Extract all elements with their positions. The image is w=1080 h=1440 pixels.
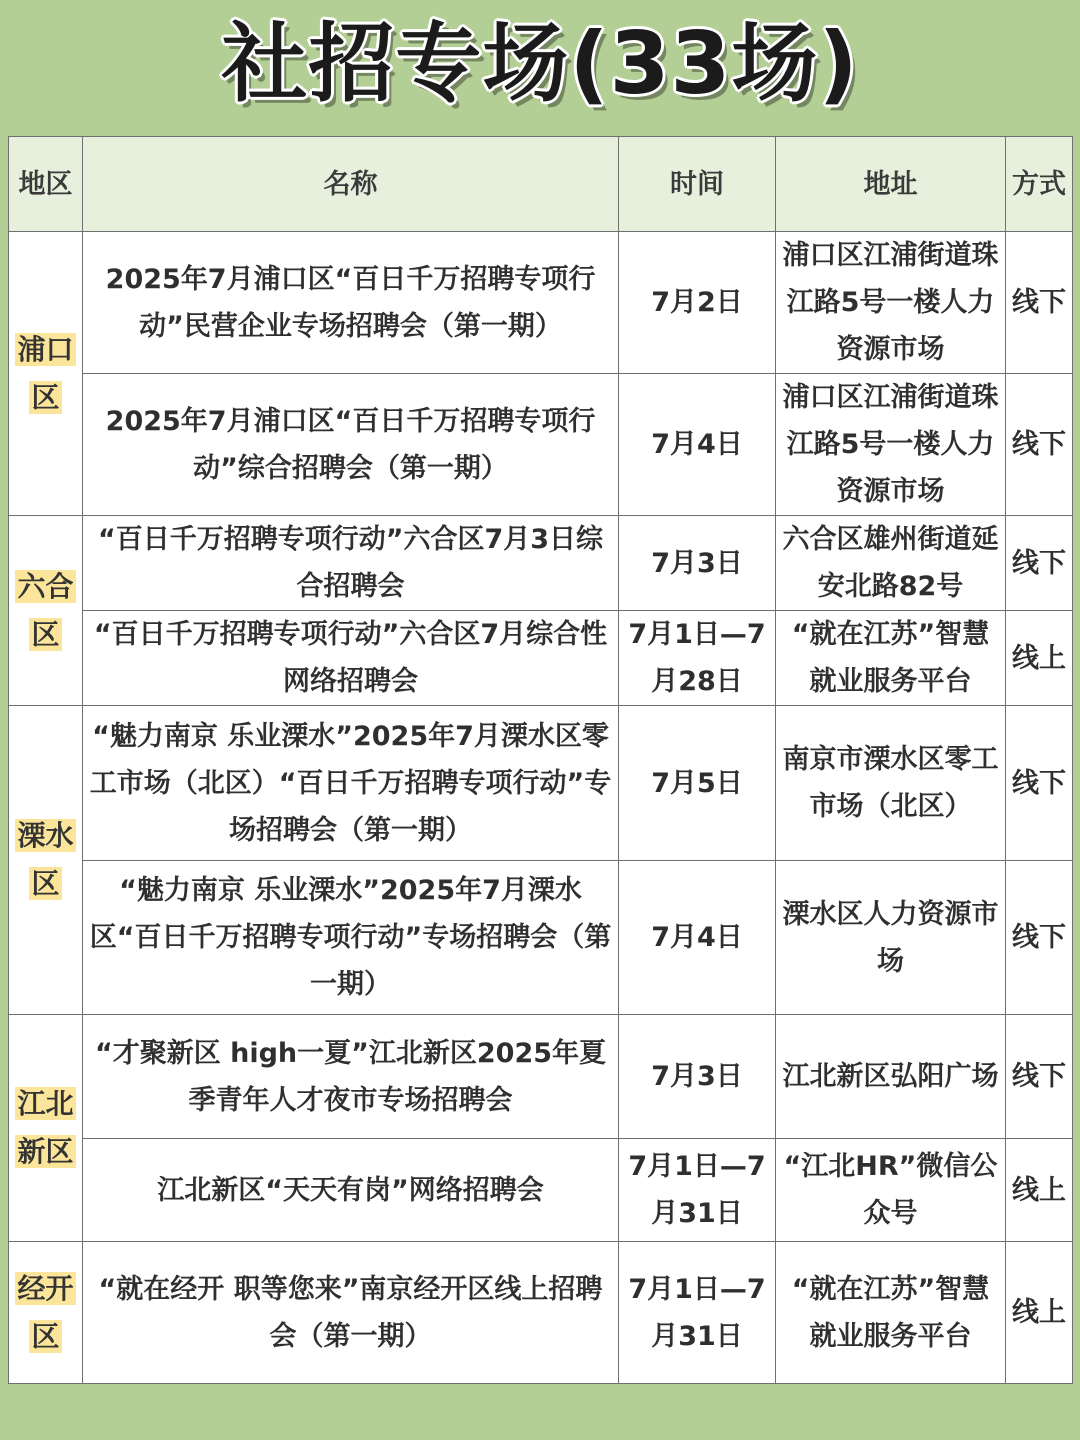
district-label: 六合区 (17, 569, 74, 651)
event-address-cell: “就在江苏”智慧就业服务平台 (776, 1242, 1006, 1384)
event-name-cell: “魅力南京 乐业溧水”2025年7月溧水区“百日千万招聘专项行动”专场招聘会（第一期） (83, 861, 619, 1015)
event-name-cell: 2025年7月浦口区“百日千万招聘专项行动”民营企业专场招聘会（第一期） (83, 232, 619, 374)
table-row (9, 232, 1073, 374)
table-row (9, 1242, 1073, 1384)
event-method-cell: 线下 (1006, 516, 1073, 611)
event-time-cell: 7月2日 (619, 232, 776, 374)
event-address-cell: “江北HR”微信公众号 (776, 1139, 1006, 1242)
header-name: 名称 (83, 137, 619, 232)
event-time-cell: 7月1日—7月31日 (619, 1242, 776, 1384)
event-name-cell: “就在经开 职等您来”南京经开区线上招聘会（第一期） (83, 1242, 619, 1384)
event-time-cell: 7月4日 (619, 374, 776, 516)
event-name-cell: “百日千万招聘专项行动”六合区7月综合性网络招聘会 (83, 611, 619, 706)
event-method-cell: 线下 (1006, 1015, 1073, 1139)
district-label: 经开区 (17, 1271, 74, 1353)
event-method-cell: 线下 (1006, 232, 1073, 374)
event-time-cell: 7月3日 (619, 1015, 776, 1139)
district-cell-lishui (9, 706, 83, 1015)
header-district: 地区 (9, 137, 83, 232)
table-row (9, 706, 1073, 861)
header-method: 方式 (1006, 137, 1073, 232)
event-time-cell: 7月4日 (619, 861, 776, 1015)
event-method-cell: 线下 (1006, 861, 1073, 1015)
district-cell-luhe (9, 516, 83, 706)
event-method-cell: 线上 (1006, 1242, 1073, 1384)
table-row (9, 1015, 1073, 1139)
table-row (9, 861, 1073, 1015)
table-row (9, 516, 1073, 611)
event-time-cell: 7月1日—7月31日 (619, 1139, 776, 1242)
district-label: 溧水区 (17, 819, 74, 900)
event-time-cell: 7月3日 (619, 516, 776, 611)
header-time: 时间 (619, 137, 776, 232)
event-address-cell: 六合区雄州街道延安北路82号 (776, 516, 1006, 611)
event-method-cell: 线上 (1006, 1139, 1073, 1242)
event-method-cell: 线下 (1006, 706, 1073, 861)
event-address-cell: 溧水区人力资源市场 (776, 861, 1006, 1015)
table-row (9, 1139, 1073, 1242)
event-name-cell: “百日千万招聘专项行动”六合区7月3日综合招聘会 (83, 516, 619, 611)
district-label: 江北新区 (17, 1087, 74, 1168)
district-cell-jingkai (9, 1242, 83, 1384)
event-name-cell: 2025年7月浦口区“百日千万招聘专项行动”综合招聘会（第一期） (83, 374, 619, 516)
table-header-row (9, 137, 1073, 232)
event-address-cell: 浦口区江浦街道珠江路5号一楼人力资源市场 (776, 232, 1006, 374)
district-label: 浦口区 (17, 332, 74, 414)
event-address-cell: “就在江苏”智慧就业服务平台 (776, 611, 1006, 706)
event-name-cell: “才聚新区 high一夏”江北新区2025年夏季青年人才夜市专场招聘会 (83, 1015, 619, 1139)
event-address-cell: 浦口区江浦街道珠江路5号一楼人力资源市场 (776, 374, 1006, 516)
header-address: 地址 (776, 137, 1006, 232)
district-cell-jiangbei (9, 1015, 83, 1242)
event-time-cell: 7月5日 (619, 706, 776, 861)
event-method-cell: 线下 (1006, 374, 1073, 516)
event-name-cell: “魅力南京 乐业溧水”2025年7月溧水区零工市场（北区）“百日千万招聘专项行动”专场招聘会（第一期） (83, 706, 619, 861)
table-row (9, 611, 1073, 706)
event-name-cell: 江北新区“天天有岗”网络招聘会 (83, 1139, 619, 1242)
table-row (9, 374, 1073, 516)
district-cell-pukou (9, 232, 83, 516)
event-address-cell: 南京市溧水区零工市场（北区） (776, 706, 1006, 861)
event-method-cell: 线上 (1006, 611, 1073, 706)
event-address-cell: 江北新区弘阳广场 (776, 1015, 1006, 1139)
page-title: 社招专场(33场) (221, 14, 859, 114)
job-fair-table (8, 136, 1073, 1384)
event-time-cell: 7月1日—7月28日 (619, 611, 776, 706)
